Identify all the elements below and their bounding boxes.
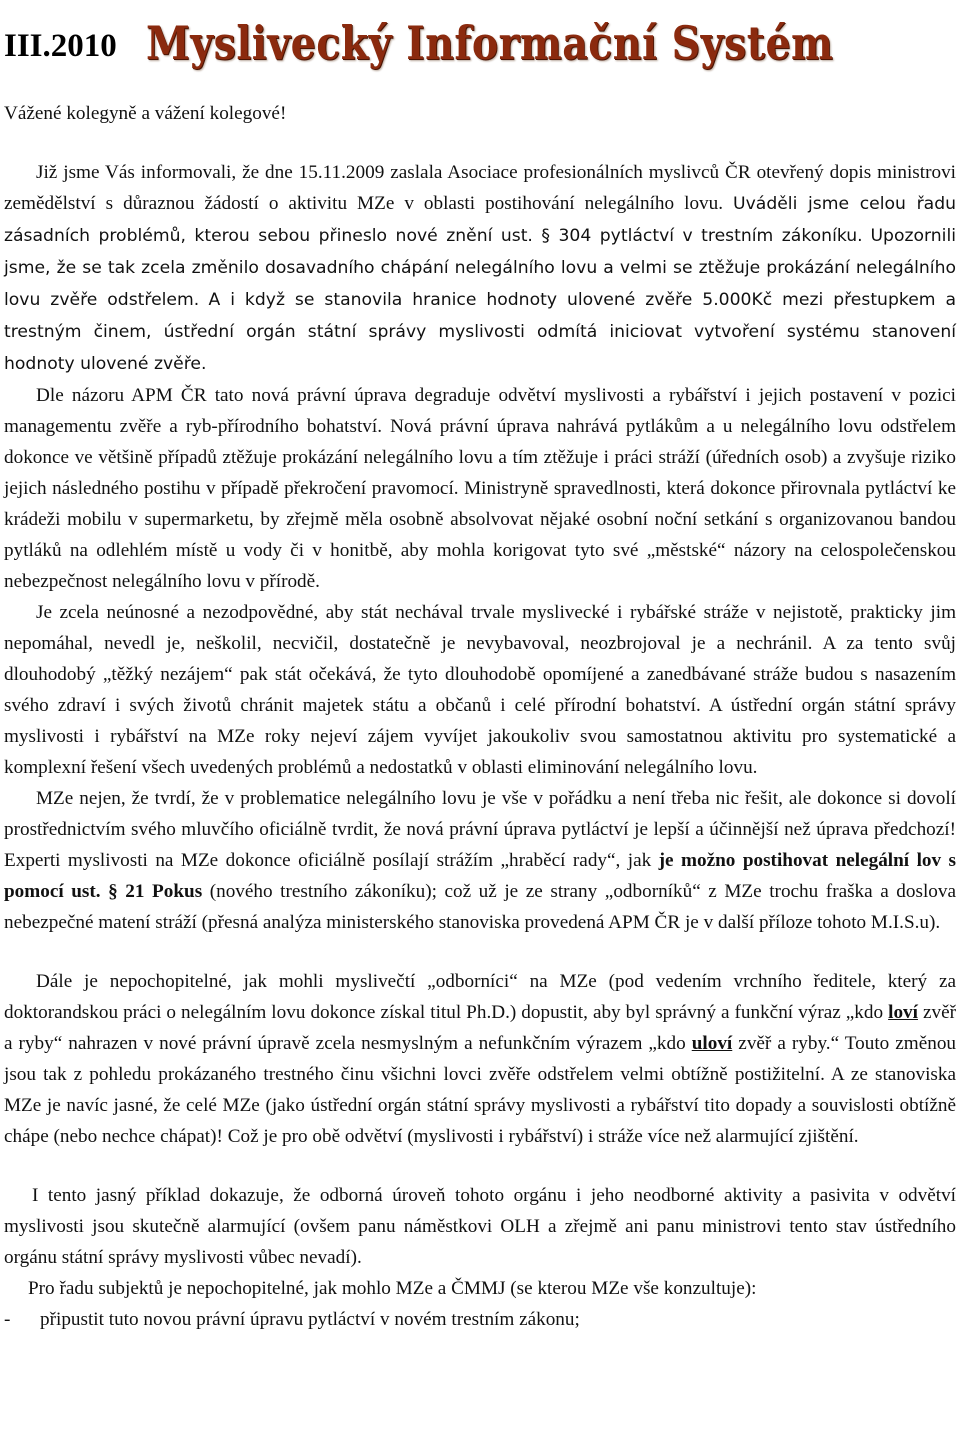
list-item bbox=[4, 1304, 956, 1335]
paragraph-5 bbox=[4, 966, 956, 1152]
paragraph-1-c: Upozornili jsme, že se tak zcela změnilo dosavadního chápání nelegálního lovu a velmi se ztěžuje prokázání nelegálního lovu zvěře odstřelem. bbox=[4, 226, 956, 310]
paragraph-4-b: (nového trestního zákoníku); což už je ze strany „odborníků“ z MZe trochu fraška a doslova nebezpečné matení stráží (přesná analýza ministerského stanoviska provedená APM ČR je v další příloze tohoto M.I.S.u). bbox=[4, 881, 956, 933]
issue-number: III.2010 bbox=[4, 28, 117, 64]
paragraph-1-a: Již jsme Vás informovali, že dne 15.11.2009 zaslala Asociace profesionálních myslivců ČR otevřený dopis ministrovi zemědělství s důraznou žádostí o aktivitu MZe v oblasti postihování nelegálního lovu. bbox=[4, 162, 956, 214]
letter-body bbox=[4, 98, 956, 1335]
paragraph-5-a: Dále je nepochopitelné, jak mohli myslivečtí „odborníci“ na MZe (pod vedením vrchního ředitele, který za doktorandskou práci o nelegálním lovu dokonce získal titul Ph.D.) dopustit, aby byl správný a funkční výraz „kdo bbox=[4, 971, 956, 1023]
paragraph-2: Dle názoru APM ČR tato nová právní úprava degraduje odvětví myslivosti a rybářství i jejich postavení v pozici managementu zvěře a ryb-přírodního bohatství. Nová právní úprava nahrává pytlákům a u nelegálního lovu odstřelem dokonce ve většině případů ztěžuje prokázání nelegálního lovu a tím ztěžuje i práci stráží (úředních osob) a zvyšuje riziko jejich následného postihu v případě překročení pravomocí. Ministryně spravedlnosti, která dokonce přirovnala pytláctví ke krádeži mobilu v supermarketu, by zřejmě měla osobně absolvovat nějaké osobní noční setkání s organizovanou bandou pytláků na odlehlém místě u vody či v honitbě, aby mohla korigovat tyto své „městské“ názory na celospolečenskou nebezpečnost nelegálního lovu v přírodě. bbox=[4, 385, 956, 592]
paragraph-1 bbox=[4, 157, 956, 380]
paragraph-5-c: zvěř a ryby.“ Touto změnou jsou tak z pohledu prokázaného trestného činu všichni lovci zvěře odstřelem velmi obtížně postižitelní. A ze stanoviska MZe je navíc jasné, že celé MZe (jako ústřední orgán státní správy myslivosti a rybářství tito dopady a souvislosti obtížně chápe (nebo nechce chápat)! Což je pro obě odvětví (myslivosti i rybářství) i stráže více než alarmující zjištění. bbox=[4, 1033, 957, 1147]
word-ulovi: uloví bbox=[691, 1033, 733, 1054]
greeting: Vážené kolegyně a vážení kolegové! bbox=[4, 103, 287, 124]
paragraph-1-b: Uváděli jsme celou řadu zásadních problémů, kterou sebou přineslo nové znění ust. § 304 pytláctví v trestním zákoníku. bbox=[4, 194, 956, 246]
paragraph-4 bbox=[4, 783, 956, 938]
header bbox=[0, 0, 960, 90]
word-lovi: loví bbox=[888, 1002, 918, 1023]
paragraph-5-b: zvěř a ryby“ nahrazen v nové právní úpravě zcela nesmyslným a nefunkčním výrazem „kdo bbox=[4, 1002, 957, 1054]
paragraph-6: I tento jasný příklad dokazuje, že odborná úroveň tohoto orgánu i jeho neodborné aktivity a pasivita v odvětví myslivosti jsou skutečně alarmující (ovšem panu náměstkovi OLH a zřejmě ani panu ministrovi tento stav ústředního orgánu státní správy myslivosti vůbec nevadí). bbox=[4, 1185, 956, 1268]
mis-logo bbox=[140, 12, 834, 82]
logo-text: Myslivecký Informační Systém bbox=[146, 16, 834, 70]
list-dash: - bbox=[4, 1309, 11, 1330]
paragraph-4-a: MZe nejen, že tvrdí, že v problematice nelegálního lovu je vše v pořádku a není třeba nic řešit, ale dokonce si dovolí prostřednictvím svého mluvčího oficiálně tvrdit, že nová právní úprava pytláctví je lepší a účinnější než úprava předchozí! Experti myslivosti na MZe dokonce oficiálně posílají strážím „hraběcí rady“, jak bbox=[4, 788, 956, 871]
list-item-text: připustit tuto novou právní úpravu pytláctví v novém trestním zákonu; bbox=[40, 1309, 580, 1330]
paragraph-3: Je zcela neúnosné a nezodpovědné, aby stát nechával trvale myslivecké i rybářské stráže v nejistotě, prakticky jim nepomáhal, nevedl je, neškolil, necvičil, dostatečně je nevybavoval, neozbrojoval je a nechránil. A za tento svůj dlouhodobý „těžký nezájem“ pak stát očekává, že tyto dlouhodobě opomíjené a zanedbávané stráže budou s nasazením svého zdraví i svých životů chránit majetek státu a občanů i celé přírodní bohatství. A ústřední orgán státní správy myslivosti i rybářství na MZe roky nejeví zájem vyvíjet jakoukoliv svou samostatnou aktivitu pro systematické a komplexní řešení všech uvedených problémů a nedostatků v oblasti eliminování nelegálního lovu. bbox=[4, 602, 956, 778]
paragraph-1-d: A i když se stanovila hranice hodnoty ulovené zvěře 5.000Kč mezi přestupkem a trestným činem, ústřední orgán státní správy myslivosti odmítá iniciovat vytvoření systému stanovení hodnoty ulovené zvěře. bbox=[4, 290, 956, 374]
paragraph-4-bold: je možno postihovat nelegální lov s pomocí ust. § 21 Pokus bbox=[4, 850, 956, 902]
paragraph-7: Pro řadu subjektů je nepochopitelné, jak mohlo MZe a ČMMJ (se kterou MZe vše konzultuje): bbox=[28, 1278, 757, 1299]
